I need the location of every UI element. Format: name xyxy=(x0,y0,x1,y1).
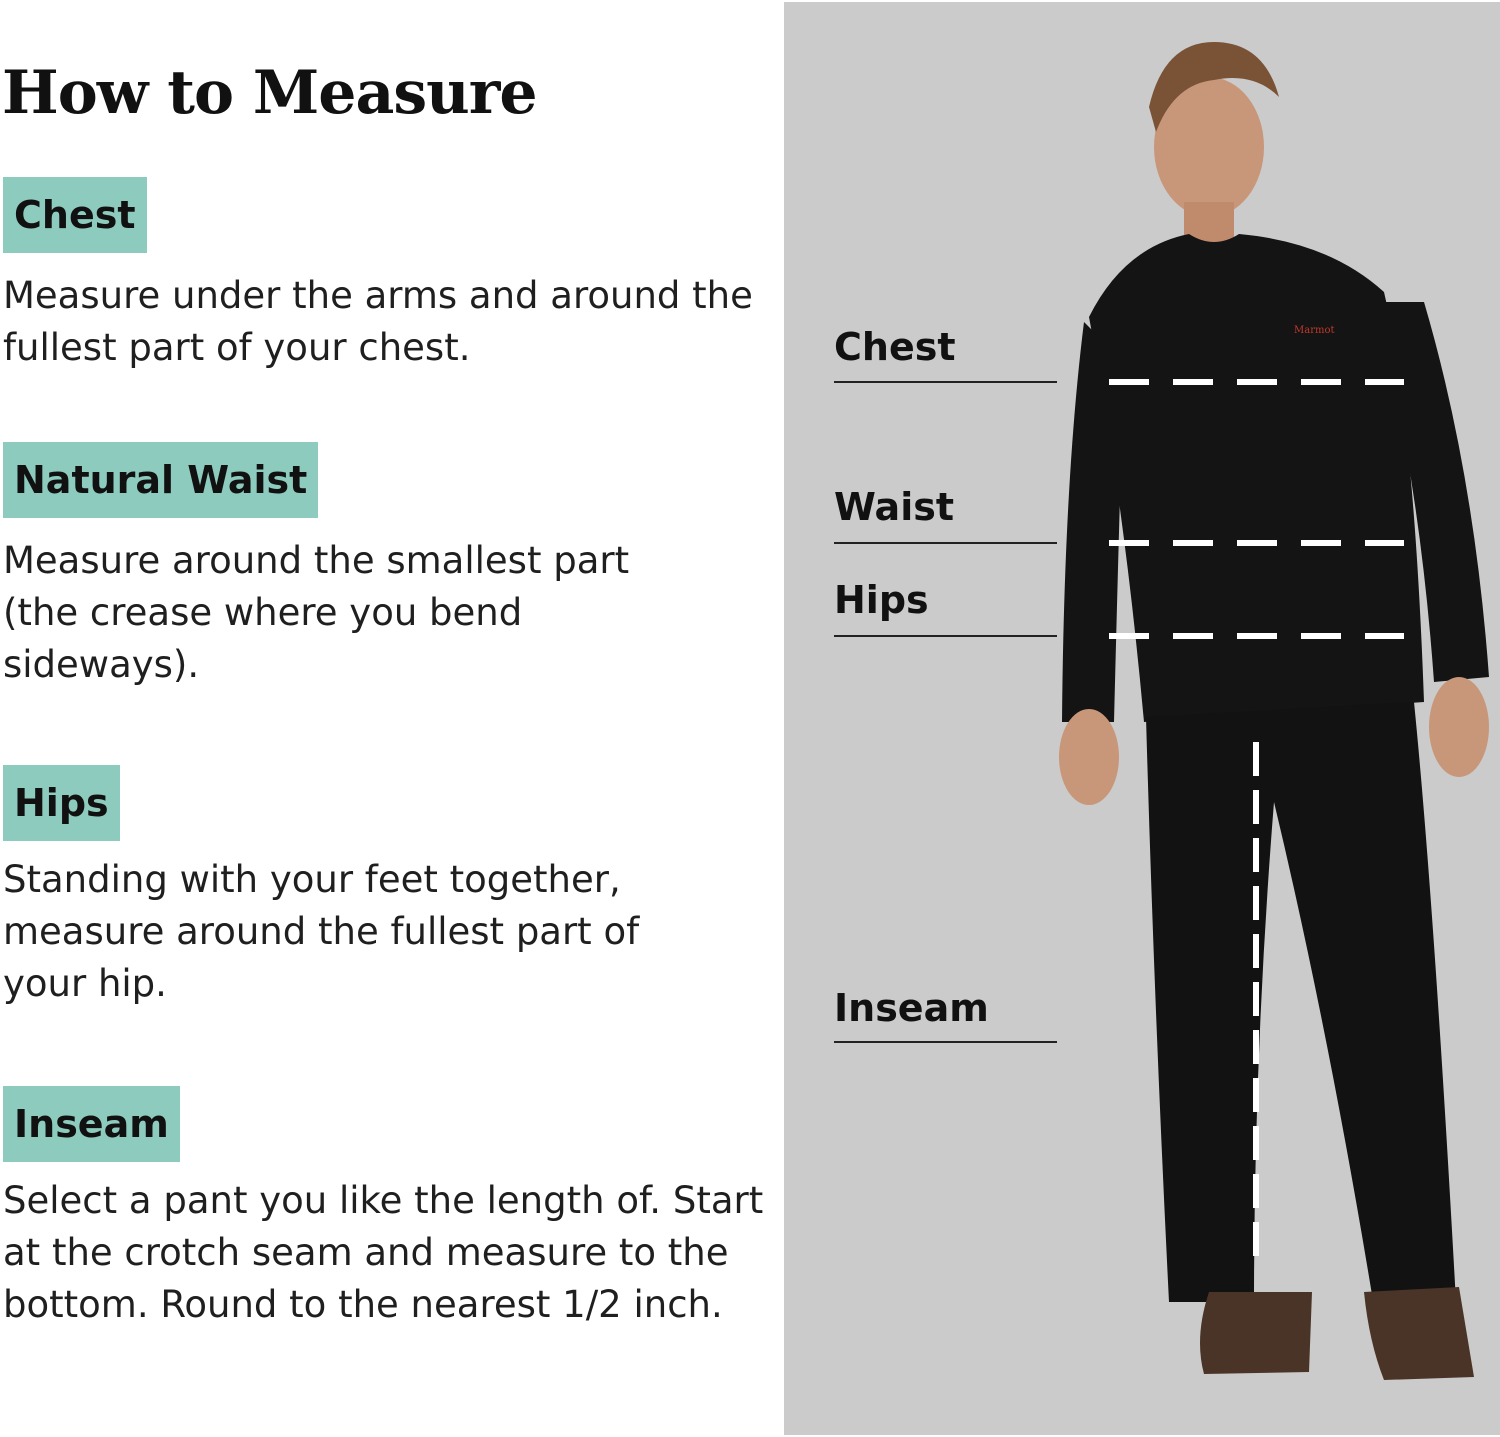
hips-label: Hips xyxy=(834,578,929,622)
right-boot xyxy=(1364,1287,1474,1380)
shirt xyxy=(1089,234,1424,722)
inseam-tag: Inseam xyxy=(3,1086,180,1162)
inseam-label: Inseam xyxy=(834,986,989,1030)
hips-tag: Hips xyxy=(3,765,120,841)
left-boot xyxy=(1200,1292,1312,1374)
page-title: How to Measure xyxy=(2,58,537,128)
chest-description: Measure under the arms and around the fullest part of your chest. xyxy=(3,274,753,369)
inseam-description: Select a pant you like the length of. Start at the crotch seam and measure to the bottom. Round to the nearest 1/2 inch. xyxy=(3,1179,764,1326)
natural-waist-tag: Natural Waist xyxy=(3,442,318,518)
right-hand xyxy=(1429,677,1489,777)
chest-label: Chest xyxy=(834,325,956,369)
model-figure xyxy=(784,2,1500,1435)
model-photo-panel xyxy=(784,2,1500,1435)
hips-description: Standing with your feet together, measure around the fullest part of your hip. xyxy=(3,858,640,1005)
left-hand xyxy=(1059,709,1119,805)
chest-tag: Chest xyxy=(3,177,147,253)
marmot-logo: Marmot xyxy=(1294,325,1335,336)
waist-label: Waist xyxy=(834,485,955,529)
pants xyxy=(1146,702,1456,1307)
natural-waist-description: Measure around the smallest part (the crease where you bend sideways). xyxy=(3,539,630,686)
